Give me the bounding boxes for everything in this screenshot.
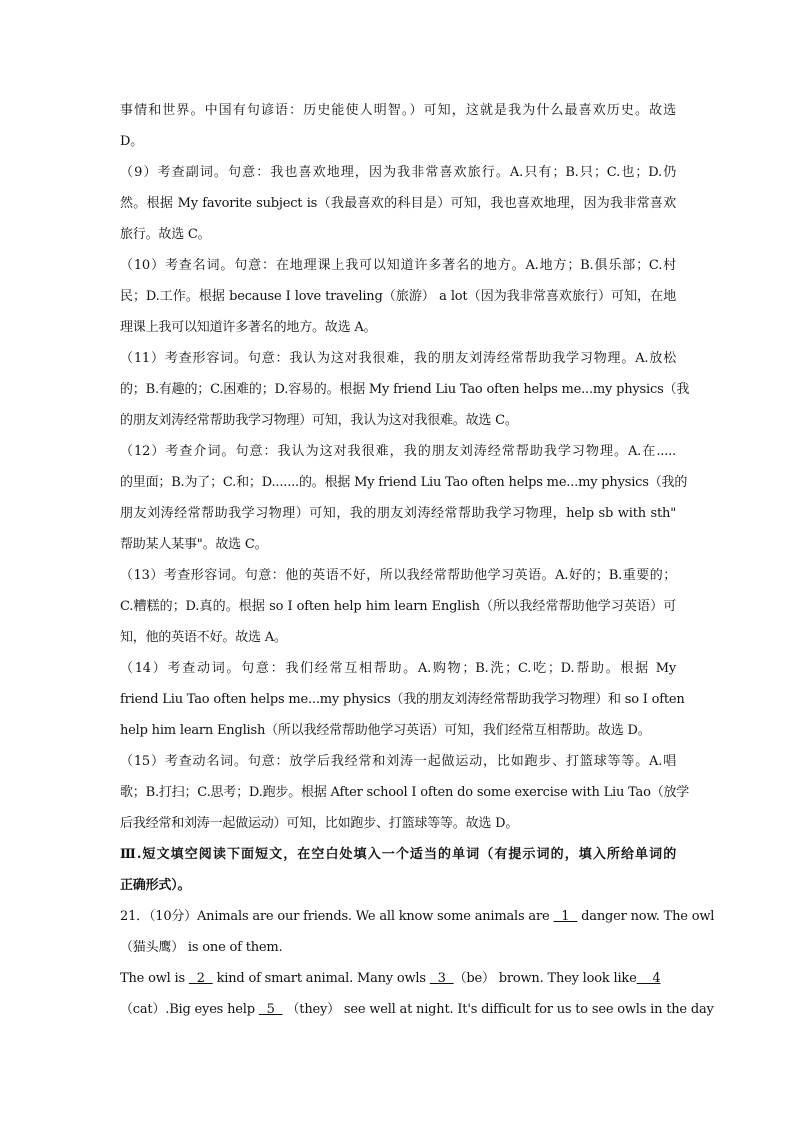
text-line: 理课上我可以知道许多著名的地方。故选 A。	[120, 320, 377, 335]
text-line: 旅行。故选 C。	[120, 227, 211, 242]
text-line: 朋友刘涛经常帮助我学习物理）可知，我的朋友刘涛经常帮助我学习物理，help sb with sth"	[120, 506, 676, 521]
text-line: 歌；B.打扫；C.思考；D.跑步。根据 After school I often do some exercise with Liu Tao（放学	[120, 785, 690, 800]
passage-text: （they） see well at night. It's difficult for us to see owls in the day	[282, 1002, 714, 1017]
passage-line: （猫头鹰） is one of them.	[120, 940, 283, 955]
passage-text: kind of smart animal. Many owls	[212, 971, 430, 986]
passage-text: （be） brown. They look like	[453, 971, 637, 986]
passage-line	[120, 901, 715, 932]
text-line: 然。根据 My favorite subject is（我最喜欢的科目是）可知，我也喜欢地理，因为我非常喜欢	[120, 196, 676, 211]
text-line: 帮助某人某事"。故选 C。	[120, 537, 268, 552]
text-line: 的里面；B.为了；C.和；D.......的。根据 My friend Liu Tao often helps me...my physics（我的	[120, 475, 688, 490]
passage-text: danger now. The owl	[577, 909, 715, 924]
text-line: （12）考查介词。句意：我认为这对我很难，我的朋友刘涛经常帮助我学习物理。A.在.....	[120, 444, 676, 459]
section-heading-cont: 正确形式）。	[120, 878, 191, 893]
text-line: （10）考查名词。句意：在地理课上我可以知道许多著名的地方。A.地方；B.俱乐部；C.村	[120, 258, 676, 273]
text-line: 的；B.有趣的；C.困难的；D.容易的。根据 My friend Liu Tao often helps me...my physics（我	[120, 382, 690, 397]
text-line: 后我经常和刘涛一起做运动）可知，比如跑步、打篮球等等。故选 D。	[120, 816, 519, 831]
text-line: friend Liu Tao often helps me...my physics（我的朋友刘涛经常帮助我学习物理）和 so I often	[120, 692, 685, 707]
text-line: help him learn English（所以我经常帮助他学习英语）可知，我们经常互相帮助。故选 D。	[120, 723, 651, 738]
text-line: （11）考查形容词。句意：我认为这对我很难，我的朋友刘涛经常帮助我学习物理。A.放松	[120, 351, 676, 366]
document-page	[120, 95, 715, 1025]
text-line: C.糟糕的；D.真的。根据 so I often help him learn English（所以我经常帮助他学习英语）可	[120, 599, 676, 614]
blank-4: 4	[636, 971, 661, 986]
text-line: （14）考查动词。句意：我们经常互相帮助。A.购物；B.洗；C.吃；D.帮助。根据 My	[120, 661, 676, 676]
text-line: 民；D.工作。根据 because I love traveling（旅游） a lot（因为我非常喜欢旅行）可知，在地	[120, 289, 676, 304]
blank-1: 1	[553, 909, 578, 924]
blank-3: 3	[429, 971, 454, 986]
blank-5: 5	[258, 1002, 283, 1017]
text-line: （13）考查形容词。句意：他的英语不好，所以我经常帮助他学习英语。A.好的；B.重要的；	[120, 568, 676, 583]
text-line: 事情和世界。中国有句谚语：历史能使人明智。）可知，这就是我为什么最喜欢历史。故选	[120, 103, 676, 118]
passage-text: The owl is	[120, 971, 189, 986]
passage-line	[120, 963, 676, 994]
text-line: 知，他的英语不好。故选 A。	[120, 630, 287, 645]
passage-line	[120, 994, 714, 1025]
section-heading: Ⅲ.短文填空阅读下面短文，在空白处填入一个适当的单词（有提示词的，填入所给单词的	[120, 847, 676, 862]
text-line: （15）考查动名词。句意：放学后我经常和刘涛一起做运动，比如跑步、打篮球等等。A.唱	[120, 754, 676, 769]
blank-2: 2	[188, 971, 213, 986]
text-line: D。	[120, 134, 144, 149]
passage-text: 21．（10分）Animals are our friends. We all know some animals are	[120, 909, 554, 924]
passage-text: （cat）.Big eyes help	[120, 1002, 259, 1017]
text-line: （9）考查副词。句意：我也喜欢地理，因为我非常喜欢旅行。A.只有；B.只；C.也；D.仍	[120, 165, 676, 180]
text-line: 的朋友刘涛经常帮助我学习物理）可知，我认为这对我很难。故选 C。	[120, 413, 518, 428]
